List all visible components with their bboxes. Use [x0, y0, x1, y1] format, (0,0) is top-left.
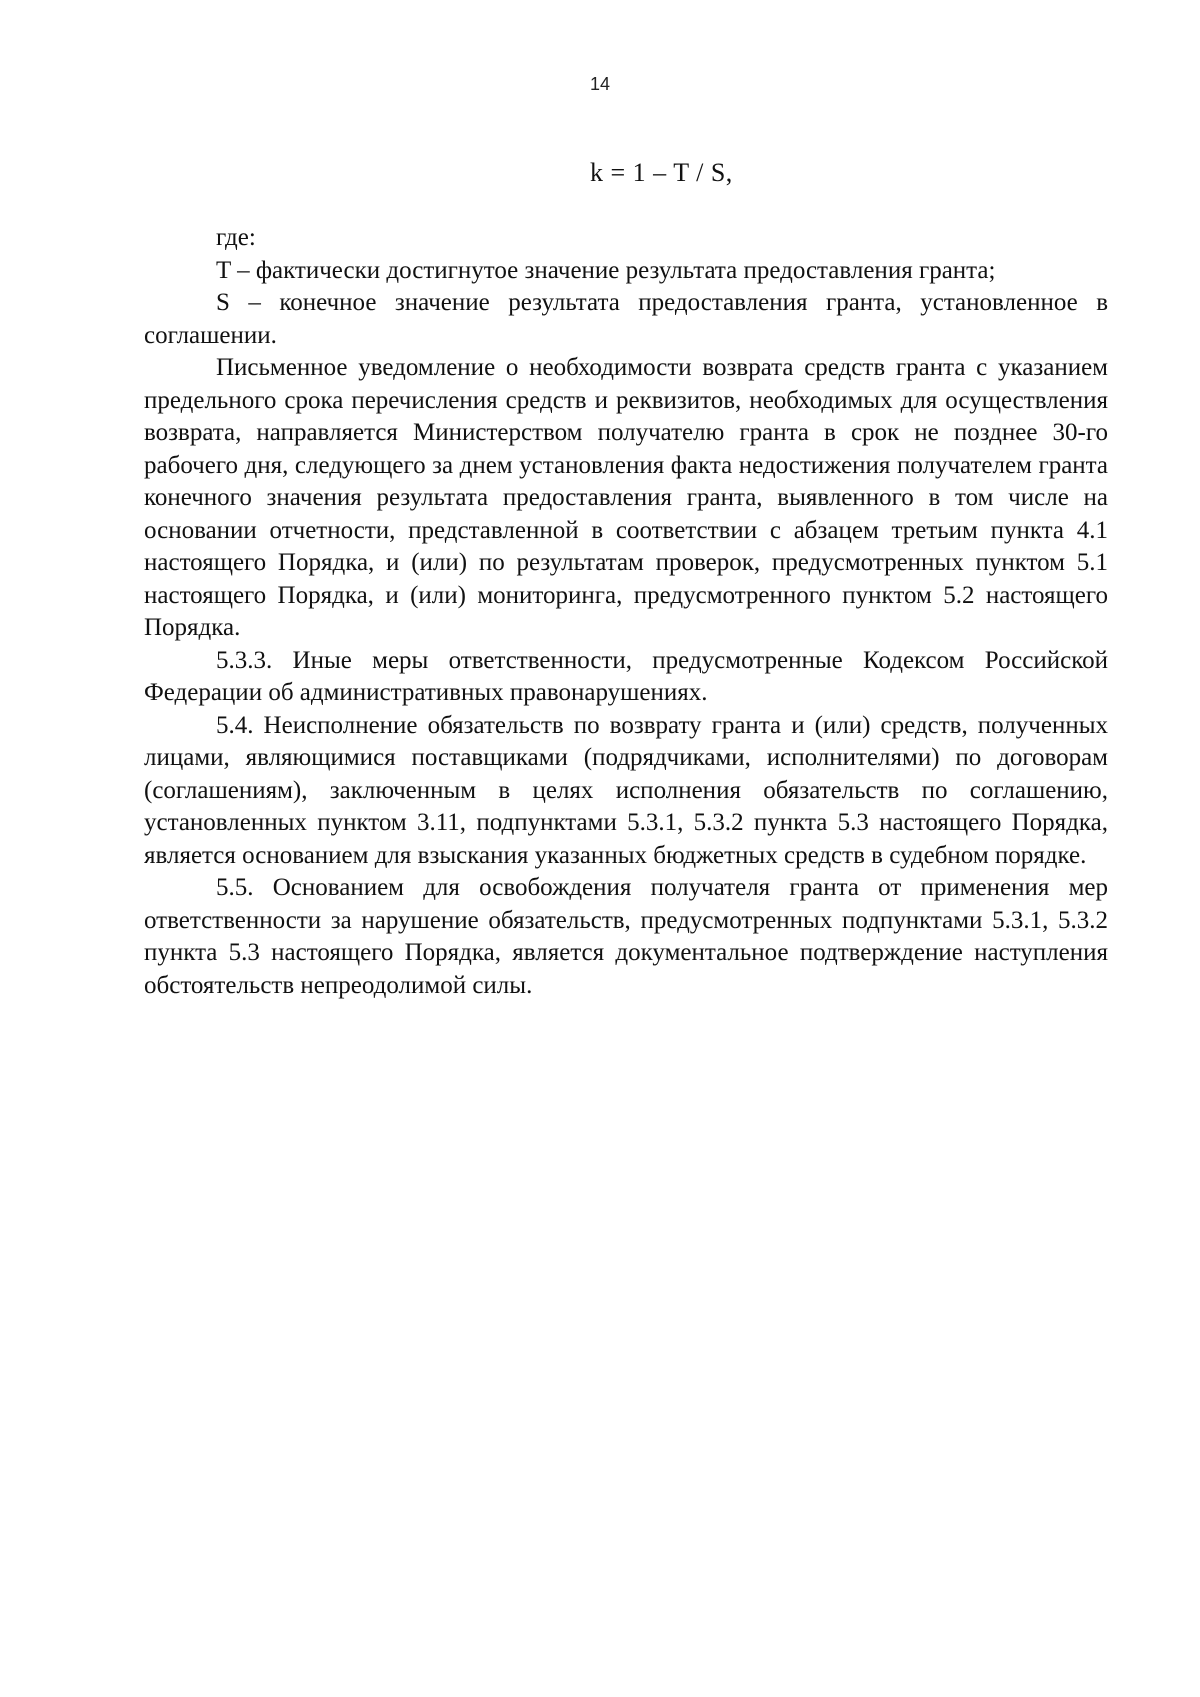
paragraph-5-3-3: 5.3.3. Иные меры ответственности, предусмотренные Кодексом Российской Федерации об административных правонарушениях. — [144, 646, 1108, 706]
paragraph-5-4: 5.4. Неисполнение обязательств по возврату гранта и (или) средств, полученных лицами, являющимися поставщиками (подрядчиками, исполнителями) по договорам (соглашениям), заключенным в целях исполнения обязательств по соглашению, установленных пунктом 3.11, подпунктами 5.3.1, 5.3.2 пункта 5.3 настоящего Порядка, является основанием для взыскания указанных бюджетных средств в судебном порядке. — [144, 711, 1108, 869]
paragraph-where: где: — [216, 224, 256, 251]
paragraph-t-definition: T – фактически достигнутое значение результата предоставления гранта; — [216, 256, 996, 284]
document-body — [144, 222, 1108, 1002]
page-number: 14 — [589, 74, 611, 94]
formula: k = 1 – T / S, — [590, 158, 733, 187]
paragraph-notice: Письменное уведомление о необходимости возврата средств гранта с указанием предельного срока перечисления средств и реквизитов, необходимых для осуществления возврата, направляется Министерством получателю гранта в срок не позднее 30-го рабочего дня, следующего за днем установления факта недостижения получателем гранта конечного значения результата предоставления гранта, выявленного в том числе на основании отчетности, представленной в соответствии с абзацем третьим пункта 4.1 настоящего Порядка, и (или) по результатам проверок, предусмотренных пунктом 5.1 настоящего Порядка, и (или) мониторинга, предусмотренного пунктом 5.2 настоящего Порядка. — [144, 354, 1108, 641]
paragraph-5-5: 5.5. Основанием для освобождения получателя гранта от применения мер ответственности за нарушение обязательств, предусмотренных подпунктами 5.3.1, 5.3.2 пункта 5.3 настоящего Порядка, является документальное подтверждение наступления обстоятельств непреодолимой силы. — [144, 874, 1108, 999]
paragraph-s-definition: S – конечное значение результата предоставления гранта, установленное в соглашении. — [144, 289, 1108, 349]
